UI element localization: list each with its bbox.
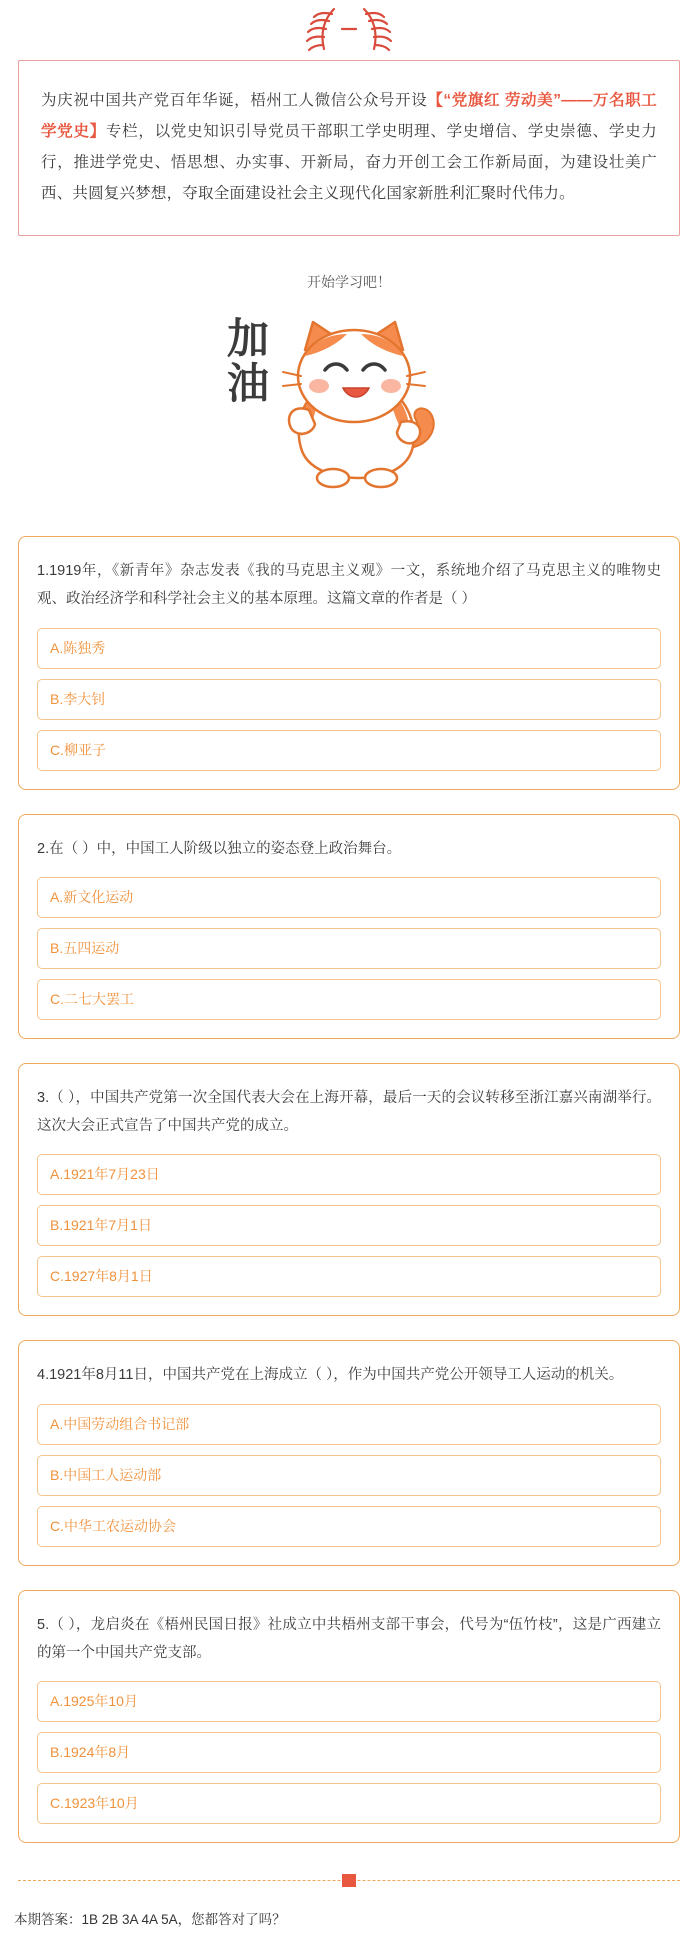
option-c[interactable]: C.1927年8月1日 (37, 1256, 661, 1297)
option-c[interactable]: C.柳亚子 (37, 730, 661, 771)
svg-text:加: 加 (227, 315, 270, 362)
answer-line: 本期答案：1B 2B 3A 4A 5A，您都答对了吗？ (14, 1912, 286, 1928)
question-text: 3.（ ），中国共产党第一次全国代表大会在上海开幕，最后一天的会议转移至浙江嘉兴南湖举行。这次大会正式宣告了中国共产党的成立。 (37, 1089, 661, 1135)
bottom-divider (18, 1867, 680, 1893)
top-ornament (0, 0, 698, 60)
start-study-label: 开始学习吧！ (307, 274, 391, 290)
intro-segment-1: 为庆祝中国共产党百年华诞，梧州工人微信公众号开设 (41, 92, 428, 109)
question-card (18, 1590, 680, 1844)
question-text: 2.在（ ）中，中国工人阶级以独立的姿态登上政治舞台。 (37, 840, 402, 857)
option-b[interactable]: B.1924年8月 (37, 1732, 661, 1773)
svg-text:油: 油 (227, 360, 270, 407)
question-card (18, 814, 680, 1039)
intro-box (18, 60, 680, 236)
question-card (18, 536, 680, 790)
option-a[interactable]: A.新文化运动 (37, 877, 661, 918)
question-text: 5.（ ），龙启炎在《梧州民国日报》社成立中共梧州支部干事会，代号为“伍竹枝”，这是广西建立的第一个中国共产党支部。 (37, 1616, 661, 1661)
laurel-wreath-ornament-icon (294, 5, 404, 55)
question-card (18, 1340, 680, 1565)
mascot-illustration (0, 298, 698, 508)
question-text: 4.1921年8月11日，中国共产党在上海成立（ ），作为中国共产党公开领导工人运动的机关。 (37, 1367, 624, 1384)
option-b[interactable]: B.五四运动 (37, 928, 661, 969)
option-a[interactable]: A.中国劳动组合书记部 (37, 1404, 661, 1445)
cheering-cat-mascot-icon (209, 298, 489, 498)
intro-highlight: 【“党旗红 劳动美”——万名职工学党史】 (41, 92, 657, 140)
red-square-divider-icon (342, 1874, 356, 1887)
option-b[interactable]: B.李大钊 (37, 679, 661, 720)
option-b[interactable]: B.1921年7月1日 (37, 1205, 661, 1246)
option-a[interactable]: A.陈独秀 (37, 628, 661, 669)
option-b[interactable]: B.中国工人运动部 (37, 1455, 661, 1496)
question-text: 1.1919年，《新青年》杂志发表《我的马克思主义观》一文，系统地介绍了马克思主义的唯物史观、政治经济学和科学社会主义的基本原理。这篇文章的作者是（ ） (37, 563, 661, 608)
intro-segment-3: 专栏，以党史知识引导党员干部职工学史明理、学史增信、学史崇德、学史力行，推进学党史、悟思想、办实事、开新局，奋力开创工会工作新局面，为建设壮美广西、共圆复兴梦想，夺取全面建设社会主义现代化国家新胜利汇聚时代伟力。 (41, 123, 657, 202)
question-card (18, 1063, 680, 1317)
option-c[interactable]: C.1923年10月 (37, 1783, 661, 1824)
option-c[interactable]: C.二七大罢工 (37, 979, 661, 1020)
option-c[interactable]: C.中华工农运动协会 (37, 1506, 661, 1547)
option-a[interactable]: A.1921年7月23日 (37, 1154, 661, 1195)
option-a[interactable]: A.1925年10月 (37, 1681, 661, 1722)
intro-text (41, 85, 657, 209)
